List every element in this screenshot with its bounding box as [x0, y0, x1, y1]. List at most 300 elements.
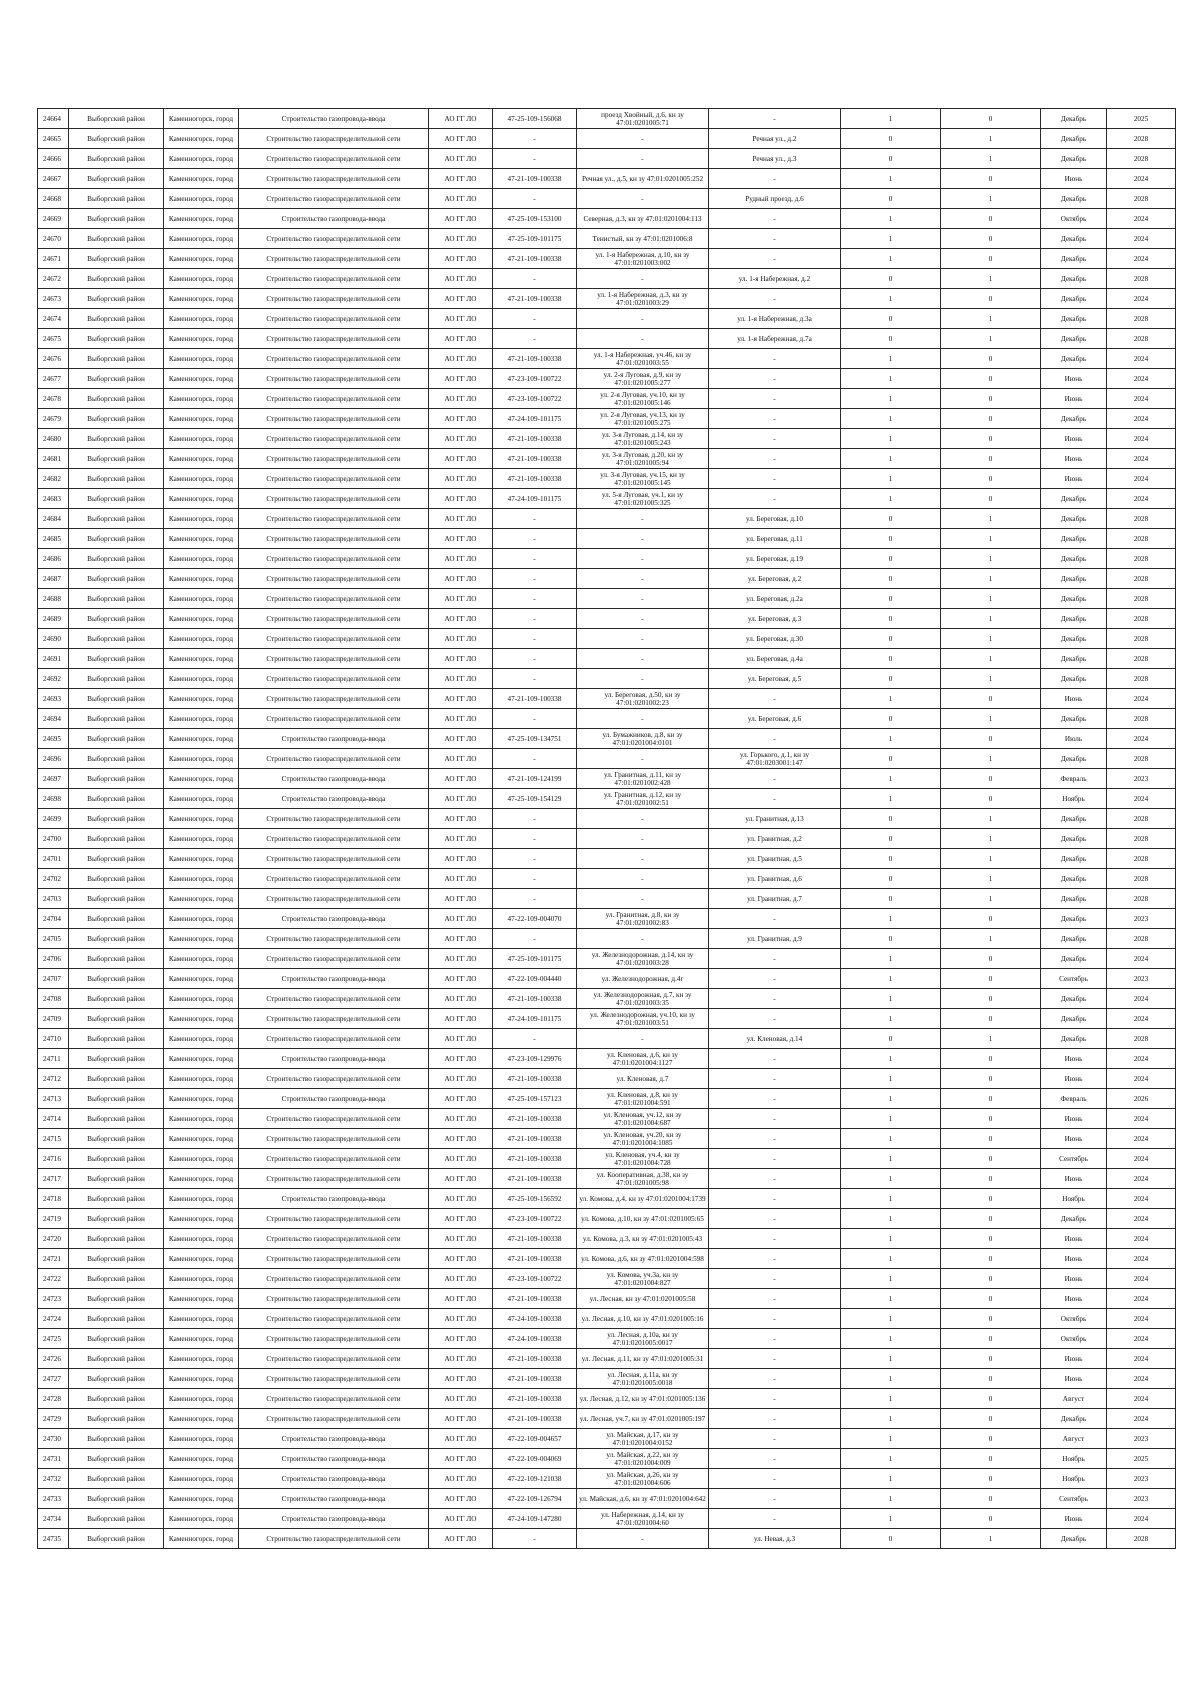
district-cell: Выборгский район — [69, 709, 164, 729]
address-cadastral-cell: ул. Береговая, д.50, кн зу 47:01:0201002:23 — [577, 689, 709, 709]
table-row — [38, 649, 1176, 669]
organization-cell: АО ГГ ЛО — [429, 1249, 493, 1269]
month-cell: Июнь — [1041, 1229, 1107, 1249]
contract-number-cell: 47-21-109-100338 — [493, 1249, 577, 1269]
row-number-cell: 24711 — [38, 1049, 69, 1069]
year-cell: 2024 — [1107, 1209, 1176, 1229]
count-a-cell: 1 — [841, 409, 941, 429]
month-cell: Июнь — [1041, 1069, 1107, 1089]
table-row — [38, 829, 1176, 849]
address-cell: ул. Береговая, д.2а — [709, 589, 841, 609]
address-cadastral-cell: ул. Комова, д.6, кн зу 47:01:0201004:598 — [577, 1249, 709, 1269]
settlement-cell: Каменногорск, город — [164, 229, 239, 249]
count-b-cell: 1 — [941, 309, 1041, 329]
organization-cell: АО ГГ ЛО — [429, 1369, 493, 1389]
row-number-cell: 24735 — [38, 1529, 69, 1549]
count-b-cell: 0 — [941, 1189, 1041, 1209]
organization-cell: АО ГГ ЛО — [429, 309, 493, 329]
count-b-cell: 1 — [941, 1529, 1041, 1549]
count-b-cell: 0 — [941, 1229, 1041, 1249]
year-cell: 2028 — [1107, 629, 1176, 649]
month-cell: Февраль — [1041, 769, 1107, 789]
contract-number-cell: 47-25-109-156592 — [493, 1189, 577, 1209]
work-type-cell: Строительство газораспределительной сети — [239, 929, 429, 949]
month-cell: Октябрь — [1041, 1329, 1107, 1349]
contract-number-cell: 47-24-109-101175 — [493, 409, 577, 429]
month-cell: Июнь — [1041, 469, 1107, 489]
work-type-cell: Строительство газораспределительной сети — [239, 129, 429, 149]
month-cell: Ноябрь — [1041, 1469, 1107, 1489]
year-cell: 2028 — [1107, 269, 1176, 289]
contract-number-cell: - — [493, 569, 577, 589]
settlement-cell: Каменногорск, город — [164, 729, 239, 749]
table-row — [38, 1509, 1176, 1529]
contract-number-cell: - — [493, 1529, 577, 1549]
settlement-cell: Каменногорск, город — [164, 589, 239, 609]
month-cell: Ноябрь — [1041, 1449, 1107, 1469]
work-type-cell: Строительство газопровода-ввода — [239, 209, 429, 229]
settlement-cell: Каменногорск, город — [164, 469, 239, 489]
work-type-cell: Строительство газораспределительной сети — [239, 289, 429, 309]
address-cell: ул. 1-я Набережная, д.7а — [709, 329, 841, 349]
district-cell: Выборгский район — [69, 1409, 164, 1429]
settlement-cell: Каменногорск, город — [164, 569, 239, 589]
work-type-cell: Строительство газораспределительной сети — [239, 1009, 429, 1029]
address-cell: - — [709, 489, 841, 509]
district-cell: Выборгский район — [69, 1049, 164, 1069]
count-b-cell: 0 — [941, 1389, 1041, 1409]
address-cell: - — [709, 1149, 841, 1169]
address-cadastral-cell: ул. Набережная, д.14, кн зу 47:01:0201004:60 — [577, 1509, 709, 1529]
address-cell: - — [709, 1289, 841, 1309]
organization-cell: АО ГГ ЛО — [429, 829, 493, 849]
organization-cell: АО ГГ ЛО — [429, 969, 493, 989]
work-type-cell: Строительство газораспределительной сети — [239, 629, 429, 649]
year-cell: 2028 — [1107, 549, 1176, 569]
organization-cell: АО ГГ ЛО — [429, 1269, 493, 1289]
month-cell: Декабрь — [1041, 1529, 1107, 1549]
district-cell: Выборгский район — [69, 849, 164, 869]
table-row — [38, 269, 1176, 289]
address-cadastral-cell: ул. 1-я Набережная, д.3, кн зу 47:01:0201003:29 — [577, 289, 709, 309]
organization-cell: АО ГГ ЛО — [429, 729, 493, 749]
year-cell: 2024 — [1107, 369, 1176, 389]
address-cell: ул. Береговая, д.5 — [709, 669, 841, 689]
settlement-cell: Каменногорск, город — [164, 1109, 239, 1129]
contract-number-cell: 47-23-109-129976 — [493, 1049, 577, 1069]
count-b-cell: 0 — [941, 489, 1041, 509]
contract-number-cell: 47-22-109-126794 — [493, 1489, 577, 1509]
table-row — [38, 1069, 1176, 1089]
year-cell: 2028 — [1107, 929, 1176, 949]
address-cadastral-cell: ул. Кленовая, уч.20, кн зу 47:01:0201004:1085 — [577, 1129, 709, 1149]
work-type-cell: Строительство газораспределительной сети — [239, 1169, 429, 1189]
table-row — [38, 1349, 1176, 1369]
count-b-cell: 0 — [941, 1489, 1041, 1509]
address-cell: - — [709, 1489, 841, 1509]
month-cell: Декабрь — [1041, 249, 1107, 269]
year-cell: 2023 — [1107, 969, 1176, 989]
count-a-cell: 1 — [841, 989, 941, 1009]
address-cell: Речная ул., д.3 — [709, 149, 841, 169]
district-cell: Выборгский район — [69, 329, 164, 349]
table-row — [38, 1389, 1176, 1409]
count-a-cell: 0 — [841, 629, 941, 649]
table-row — [38, 129, 1176, 149]
table-row — [38, 509, 1176, 529]
month-cell: Декабрь — [1041, 1009, 1107, 1029]
settlement-cell: Каменногорск, город — [164, 809, 239, 829]
count-b-cell: 0 — [941, 1329, 1041, 1349]
month-cell: Октябрь — [1041, 1309, 1107, 1329]
table-row — [38, 1089, 1176, 1109]
count-b-cell: 1 — [941, 669, 1041, 689]
count-b-cell: 1 — [941, 529, 1041, 549]
settlement-cell: Каменногорск, город — [164, 509, 239, 529]
settlement-cell: Каменногорск, город — [164, 1469, 239, 1489]
contract-number-cell: 47-24-109-101175 — [493, 1009, 577, 1029]
count-a-cell: 1 — [841, 1089, 941, 1109]
organization-cell: АО ГГ ЛО — [429, 249, 493, 269]
count-a-cell: 1 — [841, 109, 941, 129]
address-cadastral-cell: - — [577, 589, 709, 609]
month-cell: Июнь — [1041, 1269, 1107, 1289]
organization-cell: АО ГГ ЛО — [429, 1089, 493, 1109]
settlement-cell: Каменногорск, город — [164, 409, 239, 429]
row-number-cell: 24687 — [38, 569, 69, 589]
district-cell: Выборгский район — [69, 1009, 164, 1029]
address-cadastral-cell: - — [577, 929, 709, 949]
settlement-cell: Каменногорск, город — [164, 689, 239, 709]
settlement-cell: Каменногорск, город — [164, 629, 239, 649]
district-cell: Выборгский район — [69, 249, 164, 269]
organization-cell: АО ГГ ЛО — [429, 1209, 493, 1229]
work-type-cell: Строительство газораспределительной сети — [239, 229, 429, 249]
district-cell: Выборгский район — [69, 1029, 164, 1049]
address-cell: - — [709, 1309, 841, 1329]
work-type-cell: Строительство газораспределительной сети — [239, 1209, 429, 1229]
contract-number-cell: - — [493, 549, 577, 569]
count-a-cell: 0 — [841, 669, 941, 689]
work-type-cell: Строительство газораспределительной сети — [239, 309, 429, 329]
row-number-cell: 24720 — [38, 1229, 69, 1249]
table-row — [38, 1249, 1176, 1269]
contract-number-cell: - — [493, 669, 577, 689]
row-number-cell: 24679 — [38, 409, 69, 429]
district-cell: Выборгский район — [69, 629, 164, 649]
address-cell: ул. Береговая, д.30 — [709, 629, 841, 649]
month-cell: Декабрь — [1041, 309, 1107, 329]
contract-number-cell: - — [493, 1029, 577, 1049]
address-cadastral-cell: ул. 5-я Луговая, уч.1, кн зу 47:01:0201005:325 — [577, 489, 709, 509]
address-cadastral-cell: - — [577, 669, 709, 689]
contract-number-cell: 47-22-109-004657 — [493, 1429, 577, 1449]
address-cadastral-cell: - — [577, 329, 709, 349]
table-row — [38, 149, 1176, 169]
settlement-cell: Каменногорск, город — [164, 249, 239, 269]
year-cell: 2024 — [1107, 1049, 1176, 1069]
address-cell: - — [709, 949, 841, 969]
year-cell: 2026 — [1107, 1089, 1176, 1109]
district-cell: Выборгский район — [69, 969, 164, 989]
address-cadastral-cell: Тенистый, кн зу 47:01:0201006:8 — [577, 229, 709, 249]
address-cadastral-cell: ул. 2-я Луговая, д.9, кн зу 47:01:0201005:277 — [577, 369, 709, 389]
year-cell: 2024 — [1107, 989, 1176, 1009]
settlement-cell: Каменногорск, город — [164, 1509, 239, 1529]
month-cell: Декабрь — [1041, 569, 1107, 589]
settlement-cell: Каменногорск, город — [164, 269, 239, 289]
count-a-cell: 0 — [841, 509, 941, 529]
contract-number-cell: - — [493, 749, 577, 769]
address-cell: - — [709, 1349, 841, 1369]
organization-cell: АО ГГ ЛО — [429, 229, 493, 249]
count-b-cell: 0 — [941, 349, 1041, 369]
month-cell: Декабрь — [1041, 149, 1107, 169]
year-cell: 2028 — [1107, 329, 1176, 349]
address-cell: - — [709, 1429, 841, 1449]
contract-number-cell: 47-25-109-101175 — [493, 229, 577, 249]
table-row — [38, 1049, 1176, 1069]
address-cadastral-cell: ул. Гранитная, д.12, кн зу 47:01:0201002:51 — [577, 789, 709, 809]
settlement-cell: Каменногорск, город — [164, 1449, 239, 1469]
settlement-cell: Каменногорск, город — [164, 189, 239, 209]
month-cell: Июнь — [1041, 1129, 1107, 1149]
year-cell: 2028 — [1107, 709, 1176, 729]
district-cell: Выборгский район — [69, 929, 164, 949]
address-cadastral-cell: ул. 1-я Набережная, уч.46, кн зу 47:01:0201003:55 — [577, 349, 709, 369]
contract-number-cell: 47-25-109-153100 — [493, 209, 577, 229]
table-row — [38, 1429, 1176, 1449]
count-a-cell: 0 — [841, 889, 941, 909]
month-cell: Сентябрь — [1041, 969, 1107, 989]
count-a-cell: 1 — [841, 1449, 941, 1469]
table-row — [38, 909, 1176, 929]
address-cadastral-cell: - — [577, 269, 709, 289]
count-b-cell: 0 — [941, 369, 1041, 389]
count-a-cell: 1 — [841, 1209, 941, 1229]
address-cell: ул. Береговая, д.2 — [709, 569, 841, 589]
year-cell: 2024 — [1107, 249, 1176, 269]
count-b-cell: 0 — [941, 1129, 1041, 1149]
contract-number-cell: - — [493, 889, 577, 909]
work-type-cell: Строительство газораспределительной сети — [239, 829, 429, 849]
contract-number-cell: - — [493, 189, 577, 209]
settlement-cell: Каменногорск, город — [164, 1089, 239, 1109]
year-cell: 2024 — [1107, 1409, 1176, 1429]
count-b-cell: 0 — [941, 949, 1041, 969]
table-row — [38, 349, 1176, 369]
organization-cell: АО ГГ ЛО — [429, 289, 493, 309]
address-cell: Рудный проезд, д.6 — [709, 189, 841, 209]
organization-cell: АО ГГ ЛО — [429, 469, 493, 489]
gasification-table — [37, 108, 1176, 1549]
year-cell: 2024 — [1107, 209, 1176, 229]
table-row — [38, 729, 1176, 749]
settlement-cell: Каменногорск, город — [164, 969, 239, 989]
month-cell: Июнь — [1041, 1109, 1107, 1129]
table-row — [38, 809, 1176, 829]
organization-cell: АО ГГ ЛО — [429, 429, 493, 449]
year-cell: 2024 — [1107, 449, 1176, 469]
count-a-cell: 1 — [841, 349, 941, 369]
settlement-cell: Каменногорск, город — [164, 1009, 239, 1029]
contract-number-cell: - — [493, 129, 577, 149]
count-b-cell: 0 — [941, 1449, 1041, 1469]
address-cell: - — [709, 1449, 841, 1469]
month-cell: Октябрь — [1041, 209, 1107, 229]
address-cell: - — [709, 1369, 841, 1389]
address-cell: ул. Береговая, д.6 — [709, 709, 841, 729]
year-cell: 2024 — [1107, 1269, 1176, 1289]
district-cell: Выборгский район — [69, 449, 164, 469]
address-cell: - — [709, 1469, 841, 1489]
contract-number-cell: 47-21-109-100338 — [493, 349, 577, 369]
count-b-cell: 1 — [941, 509, 1041, 529]
work-type-cell: Строительство газораспределительной сети — [239, 1149, 429, 1169]
work-type-cell: Строительство газораспределительной сети — [239, 389, 429, 409]
count-a-cell: 1 — [841, 229, 941, 249]
count-a-cell: 1 — [841, 1009, 941, 1029]
address-cell: - — [709, 169, 841, 189]
work-type-cell: Строительство газораспределительной сети — [239, 1229, 429, 1249]
district-cell: Выборгский район — [69, 729, 164, 749]
address-cell: - — [709, 1009, 841, 1029]
table-row — [38, 1329, 1176, 1349]
table-row — [38, 169, 1176, 189]
address-cell: ул. Горького, д.1, кн зу 47:01:0203001:147 — [709, 749, 841, 769]
organization-cell: АО ГГ ЛО — [429, 569, 493, 589]
table-row — [38, 989, 1176, 1009]
organization-cell: АО ГГ ЛО — [429, 529, 493, 549]
district-cell: Выборгский район — [69, 149, 164, 169]
row-number-cell: 24706 — [38, 949, 69, 969]
district-cell: Выборгский район — [69, 189, 164, 209]
settlement-cell: Каменногорск, город — [164, 389, 239, 409]
address-cell: - — [709, 1509, 841, 1529]
work-type-cell: Строительство газопровода-ввода — [239, 1189, 429, 1209]
year-cell: 2024 — [1107, 1069, 1176, 1089]
count-a-cell: 1 — [841, 1329, 941, 1349]
contract-number-cell: 47-22-109-004440 — [493, 969, 577, 989]
work-type-cell: Строительство газораспределительной сети — [239, 509, 429, 529]
row-number-cell: 24705 — [38, 929, 69, 949]
count-b-cell: 1 — [941, 629, 1041, 649]
organization-cell: АО ГГ ЛО — [429, 1309, 493, 1329]
contract-number-cell: - — [493, 529, 577, 549]
year-cell: 2028 — [1107, 849, 1176, 869]
row-number-cell: 24665 — [38, 129, 69, 149]
count-b-cell: 0 — [941, 989, 1041, 1009]
count-b-cell: 1 — [941, 589, 1041, 609]
organization-cell: АО ГГ ЛО — [429, 1429, 493, 1449]
count-b-cell: 1 — [941, 549, 1041, 569]
year-cell: 2023 — [1107, 1469, 1176, 1489]
row-number-cell: 24675 — [38, 329, 69, 349]
work-type-cell: Строительство газораспределительной сети — [239, 349, 429, 369]
month-cell: Июль — [1041, 729, 1107, 749]
contract-number-cell: 47-25-109-101175 — [493, 949, 577, 969]
count-a-cell: 1 — [841, 1349, 941, 1369]
row-number-cell: 24667 — [38, 169, 69, 189]
organization-cell: АО ГГ ЛО — [429, 1489, 493, 1509]
row-number-cell: 24669 — [38, 209, 69, 229]
count-a-cell: 1 — [841, 1049, 941, 1069]
year-cell: 2024 — [1107, 1149, 1176, 1169]
row-number-cell: 24721 — [38, 1249, 69, 1269]
year-cell: 2025 — [1107, 109, 1176, 129]
contract-number-cell: - — [493, 329, 577, 349]
organization-cell: АО ГГ ЛО — [429, 1469, 493, 1489]
organization-cell: АО ГГ ЛО — [429, 1009, 493, 1029]
district-cell: Выборгский район — [69, 229, 164, 249]
year-cell: 2024 — [1107, 689, 1176, 709]
row-number-cell: 24727 — [38, 1369, 69, 1389]
settlement-cell: Каменногорск, город — [164, 129, 239, 149]
month-cell: Декабрь — [1041, 989, 1107, 1009]
address-cadastral-cell: - — [577, 869, 709, 889]
settlement-cell: Каменногорск, город — [164, 829, 239, 849]
district-cell: Выборгский район — [69, 1189, 164, 1209]
year-cell: 2028 — [1107, 829, 1176, 849]
count-a-cell: 1 — [841, 389, 941, 409]
settlement-cell: Каменногорск, город — [164, 1529, 239, 1549]
settlement-cell: Каменногорск, город — [164, 1409, 239, 1429]
count-a-cell: 0 — [841, 529, 941, 549]
address-cadastral-cell: - — [577, 749, 709, 769]
year-cell: 2024 — [1107, 1509, 1176, 1529]
settlement-cell: Каменногорск, город — [164, 109, 239, 129]
table-row — [38, 489, 1176, 509]
row-number-cell: 24680 — [38, 429, 69, 449]
month-cell: Июнь — [1041, 169, 1107, 189]
month-cell: Декабрь — [1041, 929, 1107, 949]
contract-number-cell: 47-23-109-100722 — [493, 1209, 577, 1229]
month-cell: Декабрь — [1041, 289, 1107, 309]
contract-number-cell: - — [493, 629, 577, 649]
count-a-cell: 1 — [841, 949, 941, 969]
count-a-cell: 1 — [841, 1489, 941, 1509]
count-b-cell: 0 — [941, 1289, 1041, 1309]
district-cell: Выборгский район — [69, 109, 164, 129]
year-cell: 2024 — [1107, 1249, 1176, 1269]
month-cell: Декабрь — [1041, 649, 1107, 669]
organization-cell: АО ГГ ЛО — [429, 849, 493, 869]
address-cadastral-cell: Северная, д.3, кн зу 47:01:0201004:113 — [577, 209, 709, 229]
month-cell: Ноябрь — [1041, 1189, 1107, 1209]
contract-number-cell: 47-21-109-100338 — [493, 1109, 577, 1129]
month-cell: Август — [1041, 1389, 1107, 1409]
contract-number-cell: 47-22-109-121038 — [493, 1469, 577, 1489]
table-row — [38, 929, 1176, 949]
count-b-cell: 0 — [941, 469, 1041, 489]
address-cell: - — [709, 409, 841, 429]
table-row — [38, 609, 1176, 629]
count-b-cell: 1 — [941, 189, 1041, 209]
year-cell: 2024 — [1107, 1189, 1176, 1209]
organization-cell: АО ГГ ЛО — [429, 769, 493, 789]
year-cell: 2024 — [1107, 1329, 1176, 1349]
contract-number-cell: - — [493, 609, 577, 629]
count-b-cell: 0 — [941, 389, 1041, 409]
organization-cell: АО ГГ ЛО — [429, 869, 493, 889]
table-row — [38, 1169, 1176, 1189]
count-a-cell: 0 — [841, 269, 941, 289]
table-row — [38, 949, 1176, 969]
count-b-cell: 1 — [941, 329, 1041, 349]
count-a-cell: 1 — [841, 909, 941, 929]
table-row — [38, 469, 1176, 489]
table-row — [38, 789, 1176, 809]
